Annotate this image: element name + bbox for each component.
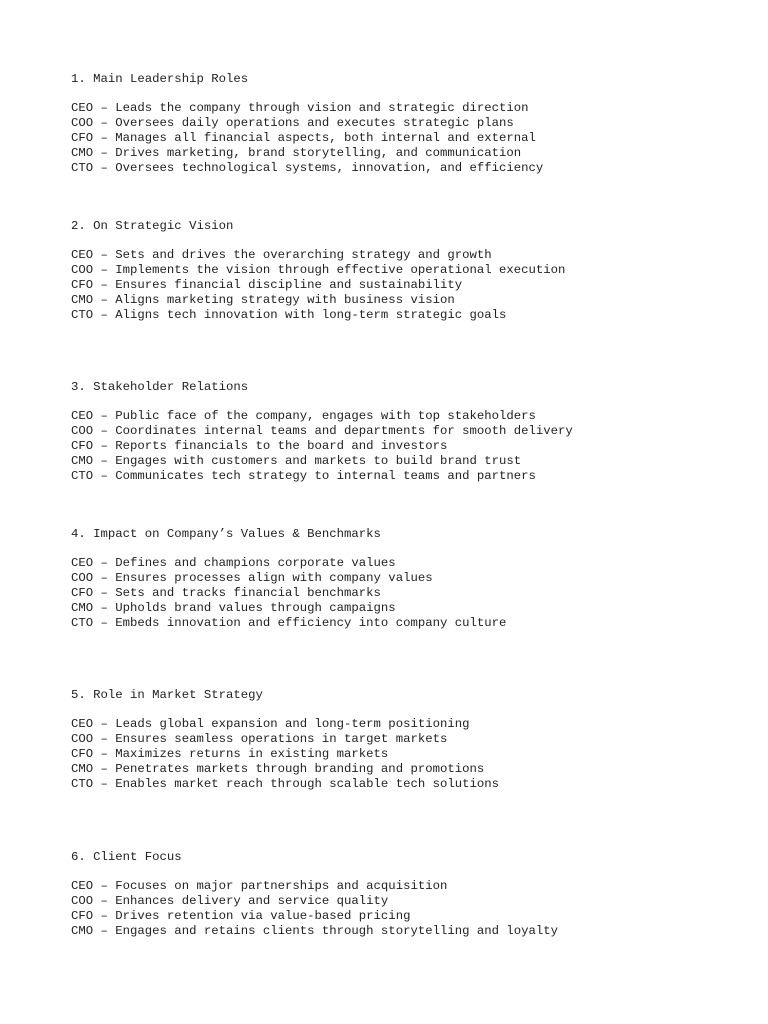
section-heading: 1. Main Leadership Roles bbox=[71, 72, 249, 86]
role-line: COO – Ensures processes align with company values bbox=[71, 571, 433, 586]
section-heading: 3. Stakeholder Relations bbox=[71, 380, 249, 394]
role-line: CEO – Focuses on major partnerships and acquisition bbox=[71, 879, 448, 894]
role-line: CMO – Upholds brand values through campaigns bbox=[71, 600, 396, 615]
role-line: CMO – Aligns marketing strategy with business vision bbox=[71, 292, 455, 307]
role-line: CMO – Drives marketing, brand storytelling, and communication bbox=[71, 145, 522, 160]
section-lines bbox=[71, 409, 731, 483]
role-line: CFO – Maximizes returns in existing markets bbox=[71, 746, 389, 761]
role-line: CTO – Aligns tech innovation with long-term strategic goals bbox=[71, 307, 507, 322]
role-line: COO – Oversees daily operations and executes strategic plans bbox=[71, 116, 514, 131]
section-lines bbox=[71, 556, 731, 630]
role-line: CMO – Penetrates markets through branding and promotions bbox=[71, 761, 485, 776]
section-heading: 2. On Strategic Vision bbox=[71, 219, 234, 233]
section-lines bbox=[71, 717, 731, 791]
section-lines bbox=[71, 248, 731, 322]
section-heading: 5. Role in Market Strategy bbox=[71, 688, 263, 702]
role-line: CMO – Engages and retains clients through storytelling and loyalty bbox=[71, 923, 559, 938]
role-line: CFO – Reports financials to the board and investors bbox=[71, 438, 448, 453]
section-main-leadership-roles bbox=[71, 72, 731, 175]
role-line: CEO – Sets and drives the overarching strategy and growth bbox=[71, 248, 492, 263]
role-line: CMO – Engages with customers and markets to build brand trust bbox=[71, 453, 522, 468]
role-line: COO – Ensures seamless operations in target markets bbox=[71, 732, 448, 747]
section-client-focus bbox=[71, 850, 731, 939]
role-line: CEO – Defines and champions corporate values bbox=[71, 556, 396, 571]
role-line: CTO – Embeds innovation and efficiency into company culture bbox=[71, 615, 507, 630]
role-line: CTO – Oversees technological systems, innovation, and efficiency bbox=[71, 160, 544, 175]
section-market-strategy bbox=[71, 688, 731, 791]
role-line: CEO – Leads global expansion and long-term positioning bbox=[71, 717, 470, 732]
section-values-benchmarks bbox=[71, 527, 731, 630]
role-line: CFO – Sets and tracks financial benchmarks bbox=[71, 585, 381, 600]
role-line: CFO – Ensures financial discipline and sustainability bbox=[71, 277, 463, 292]
section-lines bbox=[71, 879, 731, 938]
role-line: COO – Enhances delivery and service quality bbox=[71, 894, 389, 909]
section-stakeholder-relations bbox=[71, 380, 731, 483]
role-line: COO – Coordinates internal teams and departments for smooth delivery bbox=[71, 424, 573, 439]
section-heading: 4. Impact on Company’s Values & Benchmarks bbox=[71, 527, 381, 541]
role-line: CTO – Communicates tech strategy to internal teams and partners bbox=[71, 468, 536, 483]
role-line: CTO – Enables market reach through scalable tech solutions bbox=[71, 776, 500, 791]
section-lines bbox=[71, 101, 731, 175]
role-line: CFO – Drives retention via value-based pricing bbox=[71, 908, 411, 923]
role-line: CFO – Manages all financial aspects, both internal and external bbox=[71, 130, 536, 145]
role-line: CEO – Leads the company through vision and strategic direction bbox=[71, 101, 529, 116]
role-line: CEO – Public face of the company, engages with top stakeholders bbox=[71, 409, 536, 424]
section-strategic-vision bbox=[71, 219, 731, 322]
section-heading: 6. Client Focus bbox=[71, 850, 182, 864]
role-line: COO – Implements the vision through effective operational execution bbox=[71, 263, 566, 278]
